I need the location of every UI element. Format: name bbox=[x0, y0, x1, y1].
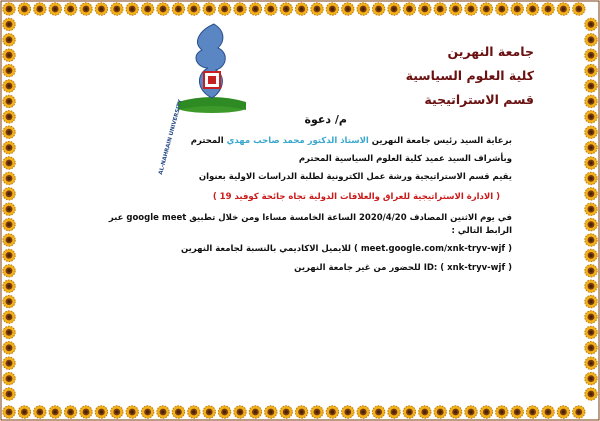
sunflower-border-icon bbox=[3, 326, 15, 338]
sunflower-border-icon bbox=[295, 3, 307, 15]
sunflower-border-icon bbox=[265, 406, 277, 418]
sunflower-border-icon bbox=[280, 406, 292, 418]
sunflower-border-icon bbox=[3, 95, 15, 107]
sunflower-border-icon bbox=[203, 406, 215, 418]
sunflower-border-icon bbox=[585, 111, 597, 123]
sunflower-border-icon bbox=[34, 3, 46, 15]
sunflower-border-icon bbox=[3, 126, 15, 138]
sunflower-border-icon bbox=[585, 249, 597, 261]
sunflower-border-icon bbox=[3, 249, 15, 261]
sunflower-border-icon bbox=[585, 188, 597, 200]
sunflower-border-icon bbox=[585, 141, 597, 153]
sunflower-border-icon bbox=[18, 3, 30, 15]
sunflower-border-icon bbox=[141, 3, 153, 15]
sunflower-border-icon bbox=[95, 406, 107, 418]
sunflower-border-icon bbox=[480, 3, 492, 15]
sunflower-border-icon bbox=[557, 3, 569, 15]
sunflower-border-icon bbox=[95, 3, 107, 15]
sunflower-border-icon bbox=[172, 406, 184, 418]
sunflower-border-icon bbox=[3, 34, 15, 46]
link-label-line: الرابط التالي : bbox=[451, 226, 512, 236]
sunflower-border-icon bbox=[3, 49, 15, 61]
college-name: كلية العلوم السياسية bbox=[405, 68, 534, 83]
sunflower-border-icon bbox=[465, 406, 477, 418]
sunflower-border-icon bbox=[434, 3, 446, 15]
sunflower-border-icon bbox=[585, 342, 597, 354]
sunflower-border-icon bbox=[372, 3, 384, 15]
sunflower-border-icon bbox=[326, 3, 338, 15]
sunflower-border-icon bbox=[434, 406, 446, 418]
sunflower-border-icon bbox=[496, 406, 508, 418]
sunflower-border-icon bbox=[311, 406, 323, 418]
sunflower-border-icon bbox=[357, 406, 369, 418]
sunflower-border-icon bbox=[357, 3, 369, 15]
sunflower-border-icon bbox=[157, 3, 169, 15]
sunflower-border-icon bbox=[3, 203, 15, 215]
sunflower-border-icon bbox=[585, 388, 597, 400]
sunflower-border-icon bbox=[557, 406, 569, 418]
sunflower-border-icon bbox=[419, 3, 431, 15]
sunflower-border-icon bbox=[218, 3, 230, 15]
sunflower-border-icon bbox=[249, 406, 261, 418]
sunflower-border-icon bbox=[49, 406, 61, 418]
sunflower-border-icon bbox=[126, 406, 138, 418]
sunflower-border-icon bbox=[419, 406, 431, 418]
sunflower-border-icon bbox=[64, 3, 76, 15]
sunflower-border-icon bbox=[126, 3, 138, 15]
sunflower-border-icon bbox=[542, 406, 554, 418]
sunflower-border-icon bbox=[111, 3, 123, 15]
sunflower-border-icon bbox=[585, 49, 597, 61]
sunflower-border-icon bbox=[511, 3, 523, 15]
sunflower-border-icon bbox=[3, 111, 15, 123]
sunflower-border-icon bbox=[480, 406, 492, 418]
sunflower-border-icon bbox=[18, 406, 30, 418]
sunflower-border-icon bbox=[585, 311, 597, 323]
sunflower-border-icon bbox=[542, 3, 554, 15]
sunflower-border-icon bbox=[403, 3, 415, 15]
sunflower-border-icon bbox=[265, 3, 277, 15]
sunflower-border-icon bbox=[157, 406, 169, 418]
sunflower-border-icon bbox=[234, 406, 246, 418]
sunflower-border-icon bbox=[3, 80, 15, 92]
sunflower-border-icon bbox=[311, 3, 323, 15]
sunflower-border-icon bbox=[342, 406, 354, 418]
sunflower-border-icon bbox=[585, 95, 597, 107]
sunflower-border-icon bbox=[573, 3, 585, 15]
sunflower-border-icon bbox=[585, 326, 597, 338]
sunflower-border-icon bbox=[3, 295, 15, 307]
sunflower-border-icon bbox=[218, 406, 230, 418]
workshop-title: ( الادارة الاستراتيجية للعراق والعلاقات الدولية تجاه جائحة كوفيد 19 ) bbox=[212, 192, 500, 202]
invitation-document bbox=[30, 20, 572, 400]
academic-email-link-line: ( meet.google.com/xnk-tryv-wjf ) للايميل الاكاديمي بالنسبة لجامعة النهرين bbox=[180, 244, 512, 254]
sunflower-border-icon bbox=[496, 3, 508, 15]
sunflower-border-icon bbox=[449, 3, 461, 15]
sunflower-border-icon bbox=[172, 3, 184, 15]
sunflower-border-icon bbox=[49, 3, 61, 15]
invitation-heading: م/ دعوة bbox=[304, 113, 347, 126]
sunflower-border-icon bbox=[3, 218, 15, 230]
sunflower-border-icon bbox=[585, 172, 597, 184]
sunflower-border-icon bbox=[3, 188, 15, 200]
sunflower-border-icon bbox=[585, 80, 597, 92]
sunflower-border-icon bbox=[585, 280, 597, 292]
sunflower-border-icon bbox=[203, 3, 215, 15]
sunflower-border-icon bbox=[34, 406, 46, 418]
sunflower-border-icon bbox=[388, 406, 400, 418]
sunflower-border-icon bbox=[295, 406, 307, 418]
sunflower-border-icon bbox=[388, 3, 400, 15]
sunflower-border-icon bbox=[280, 3, 292, 15]
sunflower-border-icon bbox=[111, 406, 123, 418]
sunflower-border-icon bbox=[342, 3, 354, 15]
university-name: جامعة النهرين bbox=[447, 44, 534, 59]
sunflower-border-icon bbox=[3, 280, 15, 292]
sunflower-border-icon bbox=[585, 126, 597, 138]
sunflower-border-icon bbox=[585, 295, 597, 307]
sunflower-border-icon bbox=[141, 406, 153, 418]
sunflower-border-icon bbox=[326, 406, 338, 418]
sunflower-border-icon bbox=[3, 406, 15, 418]
sunflower-border-icon bbox=[3, 172, 15, 184]
sunflower-border-icon bbox=[585, 234, 597, 246]
sunflower-border-icon bbox=[3, 18, 15, 30]
date-time-line: في يوم الاثنين المصادف 2020/4/20 الساعة الخامسة مساءا ومن خلال تطبيق google meet عبر bbox=[108, 213, 512, 223]
sunflower-border-icon bbox=[585, 203, 597, 215]
sunflower-border-icon bbox=[526, 3, 538, 15]
sunflower-border-icon bbox=[585, 265, 597, 277]
sunflower-border-icon bbox=[511, 406, 523, 418]
sunflower-border-icon bbox=[403, 406, 415, 418]
president-name: الاستاذ الدكتور محمد صاحب مهدي bbox=[226, 136, 369, 146]
sunflower-border-icon bbox=[3, 388, 15, 400]
sunflower-border-icon bbox=[3, 265, 15, 277]
department-name: قسم الاستراتيجية bbox=[424, 92, 534, 107]
sunflower-border-icon bbox=[3, 342, 15, 354]
organizer-line: يقيم قسم الاستراتيجية ورشة عمل الكترونية لطلبة الدراسات الاولية بعنوان bbox=[198, 172, 512, 182]
sunflower-border-icon bbox=[3, 234, 15, 246]
sunflower-border-icon bbox=[3, 357, 15, 369]
patronage-line bbox=[191, 136, 512, 146]
external-id-line: ID: ( xnk-tryv-wjf ) للحضور من غير جامعة النهرين bbox=[294, 263, 512, 273]
sunflower-border-icon bbox=[573, 406, 585, 418]
sunflower-border-icon bbox=[3, 141, 15, 153]
sunflower-border-icon bbox=[188, 3, 200, 15]
sunflower-border-icon bbox=[585, 357, 597, 369]
sunflower-border-icon bbox=[3, 311, 15, 323]
sunflower-border-icon bbox=[80, 406, 92, 418]
patronage-prefix: برعاية السيد رئيس جامعة النهرين bbox=[368, 136, 512, 146]
sunflower-border-icon bbox=[585, 157, 597, 169]
sunflower-border-icon bbox=[585, 18, 597, 30]
sunflower-border-icon bbox=[64, 406, 76, 418]
supervision-line: وبأشراف السيد عميد كلية العلوم السياسية المحترم bbox=[298, 154, 512, 164]
sunflower-border-icon bbox=[449, 406, 461, 418]
sunflower-border-icon bbox=[3, 3, 15, 15]
sunflower-border-icon bbox=[585, 218, 597, 230]
sunflower-border-icon bbox=[465, 3, 477, 15]
sunflower-border-icon bbox=[3, 157, 15, 169]
sunflower-border-icon bbox=[585, 64, 597, 76]
sunflower-border-icon bbox=[526, 406, 538, 418]
sunflower-border-icon bbox=[3, 372, 15, 384]
sunflower-border-icon bbox=[372, 406, 384, 418]
sunflower-border-icon bbox=[249, 3, 261, 15]
logo-ring-text: AL-NAHRAIN UNIVERSITY bbox=[158, 98, 184, 176]
patronage-suffix: المحترم bbox=[190, 136, 227, 146]
sunflower-border-icon bbox=[585, 372, 597, 384]
sunflower-border-icon bbox=[3, 64, 15, 76]
sunflower-border-icon bbox=[188, 406, 200, 418]
sunflower-border-icon bbox=[585, 34, 597, 46]
sunflower-border-icon bbox=[234, 3, 246, 15]
sunflower-border-icon bbox=[80, 3, 92, 15]
